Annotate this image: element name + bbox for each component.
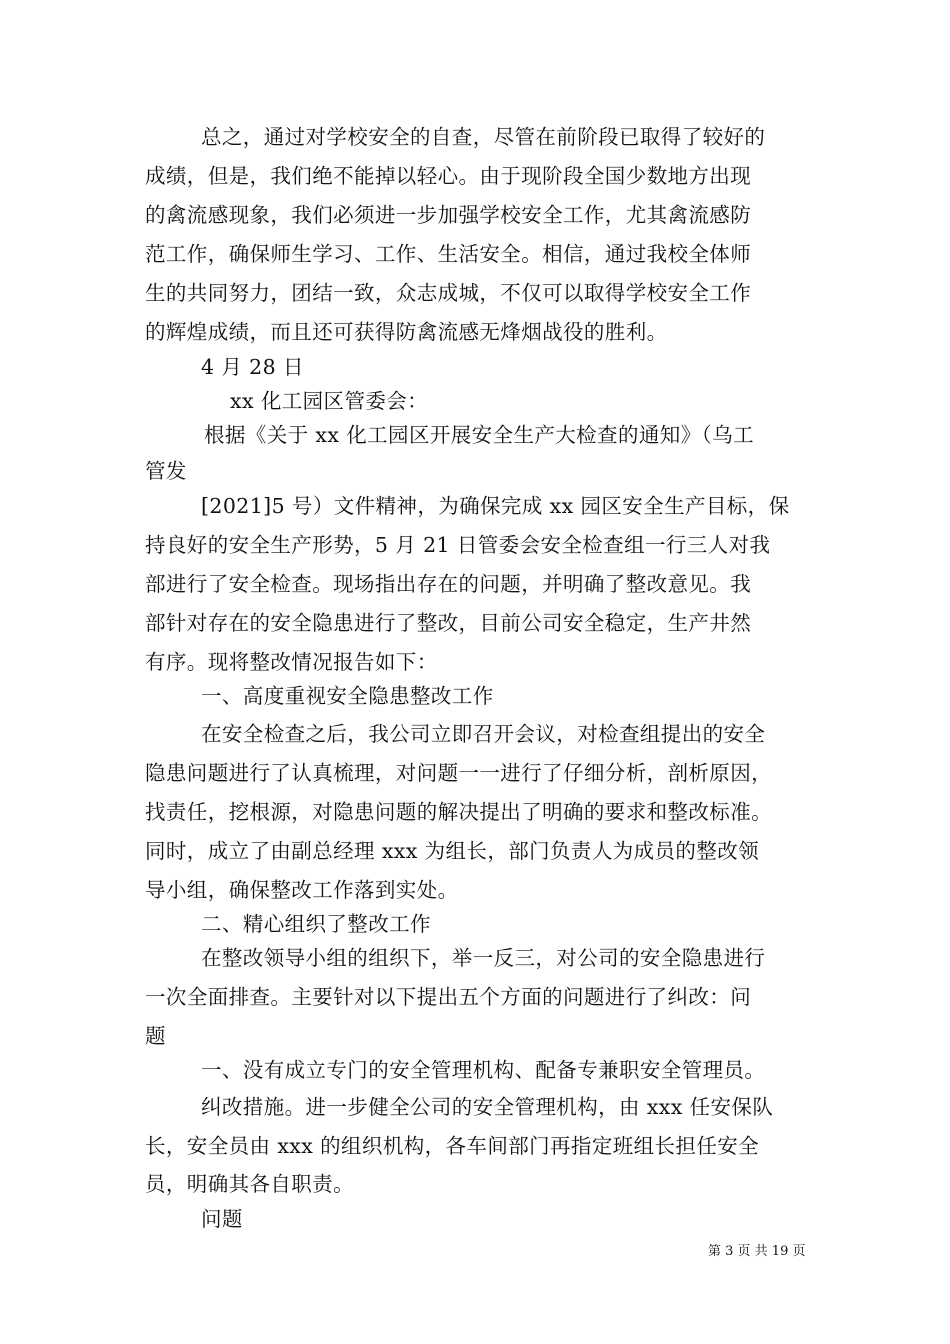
date-line: 4 月 28 日 (201, 355, 304, 379)
paragraph-line: 隐患问题进行了认真梳理，对问题一一进行了仔细分析，剖析原因， (145, 761, 772, 785)
paragraph-line: 部针对存在的安全隐患进行了整改，目前公司安全稳定，生产井然 (145, 611, 752, 635)
addressee-line: xx 化工园区管委会： (230, 389, 429, 413)
paragraph-line: 范工作，确保师生学习、工作、生活安全。相信，通过我校全体师 (145, 242, 752, 266)
paragraph-line: 纠改措施。进一步健全公司的安全管理机构，由 xxx 任安保队 (201, 1095, 774, 1119)
paragraph-line: 总之，通过对学校安全的自查，尽管在前阶段已取得了较好的 (201, 125, 766, 149)
page-number: 第 3 页 共 19 页 (708, 1244, 806, 1259)
paragraph-line: 员，明确其各自职责。 (145, 1172, 354, 1196)
paragraph-line: 成绩，但是，我们绝不能掉以轻心。由于现阶段全国少数地方出现 (145, 164, 752, 188)
paragraph-line: 长，安全员由 xxx 的组织机构，各车间部门再指定班组长担任安全 (145, 1134, 760, 1158)
paragraph-line: 在整改领导小组的组织下，举一反三，对公司的安全隐患进行 (201, 946, 766, 970)
paragraph-line: 的禽流感现象，我们必须进一步加强学校安全工作，尤其禽流感防 (145, 203, 752, 227)
paragraph-line: [2021]5 号）文件精神，为确保完成 xx 园区安全生产目标，保 (201, 494, 790, 518)
paragraph-line: 找责任，挖根源，对隐患问题的解决提出了明确的要求和整改标准。 (145, 800, 772, 824)
paragraph-line: 持良好的安全生产形势，5 月 21 日管委会安全检查组一行三人对我 (145, 533, 771, 557)
paragraph-line: 生的共同努力，团结一致，众志成城，不仅可以取得学校安全工作 (145, 281, 752, 305)
paragraph-line: 题 (145, 1024, 166, 1048)
section-heading: 二、精心组织了整改工作 (201, 912, 431, 936)
paragraph-line: 问题 (201, 1207, 243, 1231)
paragraph-line: 一、没有成立专门的安全管理机构、配备专兼职安全管理员。 (201, 1058, 766, 1082)
paragraph-line: 有序。现将整改情况报告如下： (145, 650, 438, 674)
section-heading: 一、高度重视安全隐患整改工作 (201, 684, 494, 708)
paragraph-line: 同时，成立了由副总经理 xxx 为组长，部门负责人为成员的整改领 (145, 839, 760, 863)
paragraph-line: 导小组，确保整改工作落到实处。 (145, 878, 459, 902)
paragraph-line: 的辉煌成绩，而且还可获得防禽流感无烽烟战役的胜利。 (145, 320, 668, 344)
paragraph-line: 一次全面排查。主要针对以下提出五个方面的问题进行了纠改：问 (145, 985, 752, 1009)
paragraph-line: 部进行了安全检查。现场指出存在的问题，并明确了整改意见。我 (145, 572, 752, 596)
paragraph-line: 管发 (145, 459, 187, 483)
paragraph-line: 根据《关于 xx 化工园区开展安全生产大检查的通知》（乌工 (204, 423, 755, 447)
paragraph-line: 在安全检查之后，我公司立即召开会议，对检查组提出的安全 (201, 722, 766, 746)
